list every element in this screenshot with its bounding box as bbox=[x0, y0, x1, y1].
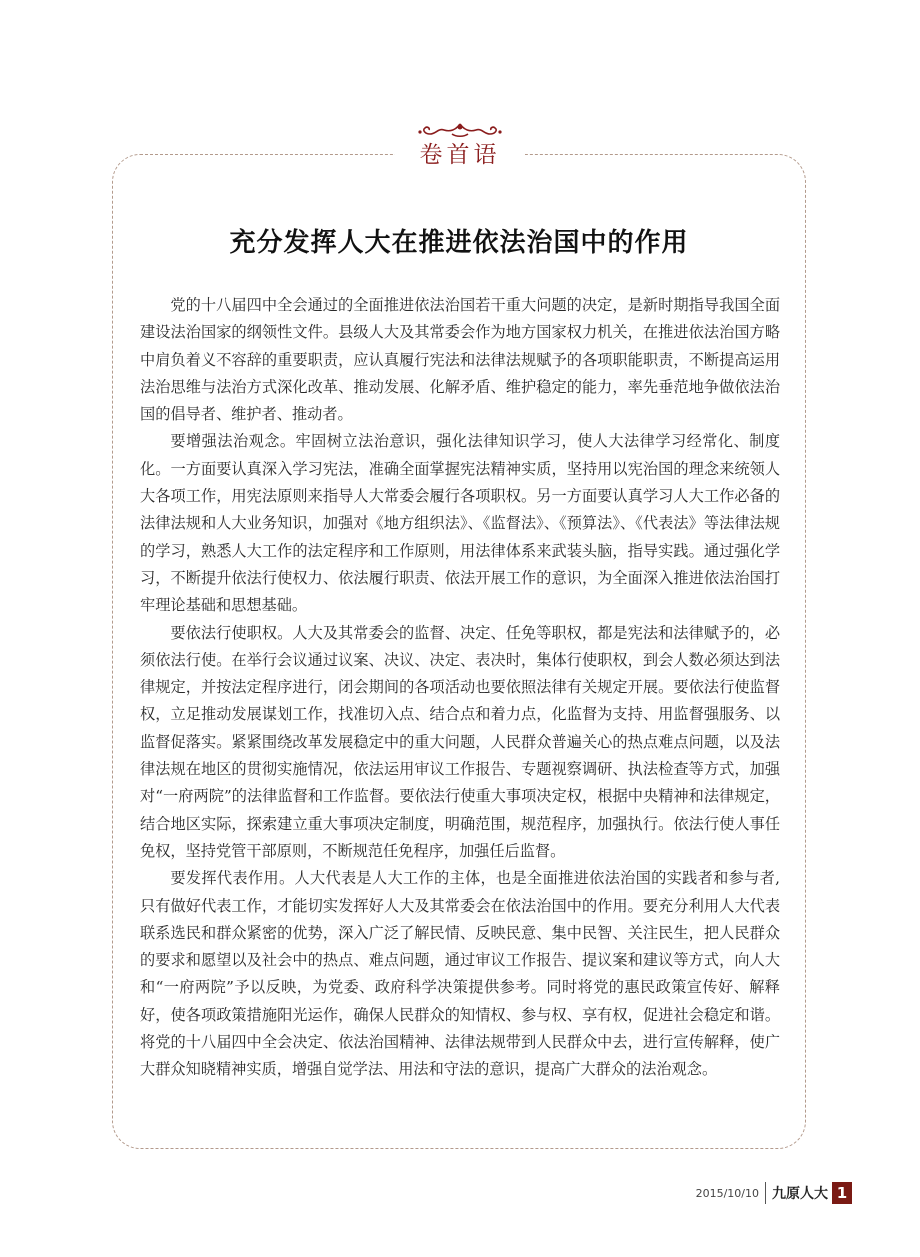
section-label: 卷首语 bbox=[395, 138, 525, 172]
article-body bbox=[140, 292, 780, 1084]
paragraph: 要增强法治观念。牢固树立法治意识，强化法律知识学习，使人大法律学习经常化、制度化。一方面要认真深入学习宪法，准确全面掌握宪法精神实质，坚持用以宪治国的理念来统领人大各项工作，用宪法原则来指导人大常委会履行各项职权。另一方面要认真学习人大工作必备的法律法规和人大业务知识，加强对《地方组织法》、《监督法》、《预算法》、《代表法》等法律法规的学习，熟悉人大工作的法定程序和工作原则，用法律体系来武装头脑，指导实践。通过强化学习，不断提升依法行使权力、依法履行职责、依法开展工作的意识，为全面深入推进依法治国打牢理论基础和思想基础。 bbox=[140, 432, 780, 615]
page-number: 1 bbox=[832, 1182, 852, 1204]
magazine-name: 九原人大 bbox=[772, 1186, 828, 1202]
article-title: 充分发挥人大在推进依法治国中的作用 bbox=[229, 228, 689, 258]
paragraph: 要发挥代表作用。人大代表是人大工作的主体，也是全面推进依法治国的实践者和参与者,只有做好代表工作，才能切实发挥好人大及其常委会在依法治国中的作用。要充分利用人大代表联系选民和群众紧密的优势，深入广泛了解民情、反映民意、集中民智、关注民生，把人民群众的要求和愿望以及社会中的热点、难点问题，通过审议工作报告、提议案和建议等方式，向人大和“一府两院”予以反映，为党委、政府科学决策提供参考。同时将党的惠民政策宣传好、解释好，使各项政策措施阳光运作，确保人民群众的知情权、参与权、享有权，促进社会稳定和谐。将党的十八届四中全会决定、依法治国精神、法律法规带到人民群众中去，进行宣传解释，使广大群众知晓精神实质，增强自觉学法、用法和守法的意识，提高广大群众的法治观念。 bbox=[140, 869, 780, 1079]
issue-date: 2015/10/10 bbox=[695, 1186, 759, 1200]
paragraph: 党的十八届四中全会通过的全面推进依法治国若干重大问题的决定，是新时期指导我国全面建设法治国家的纲领性文件。县级人大及其常委会作为地方国家权力机关，在推进依法治国方略中肩负着义不容辞的重要职责，应认真履行宪法和法律法规赋予的各项职能职责，不断提高运用法治思维与法治方式深化改革、推动发展、化解矛盾、维护稳定的能力，率先垂范地争做依法治国的倡导者、维护者、推动者。 bbox=[140, 296, 780, 424]
page-footer bbox=[696, 1180, 852, 1206]
footer-divider bbox=[765, 1182, 766, 1204]
paragraph: 要依法行使职权。人大及其常委会的监督、决定、任免等职权，都是宪法和法律赋予的，必须依法行使。在举行会议通过议案、决议、决定、表决时，集体行使职权，到会人数必须达到法律规定，并按法定程序进行，闭会期间的各项活动也要依照法律有关规定开展。要依法行使监督权，立足推动发展谋划工作，找准切入点、结合点和着力点，化监督为支持、用监督强服务、以监督促落实。紧紧围绕改革发展稳定中的重大问题，人民群众普遍关心的热点难点问题，以及法律法规在地区的贯彻实施情况，依法运用审议工作报告、专题视察调研、执法检查等方式，加强对“一府两院”的法律监督和工作监督。要依法行使重大事项决定权，根据中央精神和法律规定，结合地区实际，探索建立重大事项决定制度，明确范围，规范程序，加强执行。依法行使人事任免权，坚持党管干部原则，不断规范任免程序，加强任后监督。 bbox=[140, 623, 780, 860]
